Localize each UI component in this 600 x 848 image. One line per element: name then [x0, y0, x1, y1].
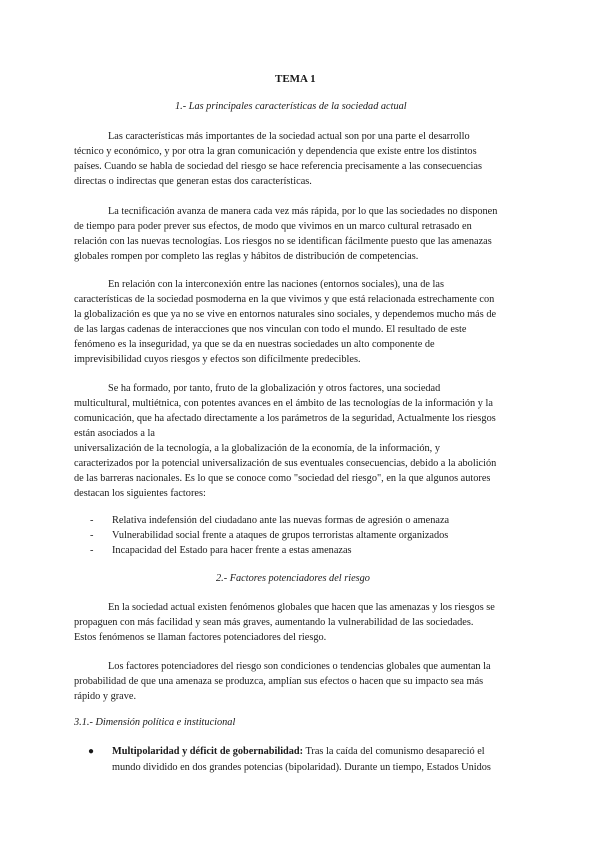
bullet-item-line	[112, 745, 485, 759]
list-marker: -	[90, 545, 94, 556]
paragraph-4-line: caracterizados por la potencial universalización de sus eventuales consecuencias, debido a la abolición	[74, 458, 497, 469]
paragraph-4-line: multicultural, multiétnica, con potentes avances en el ámbito de las tecnologías de la información y la	[74, 398, 493, 409]
list-item: Vulnerabilidad social frente a ataques de grupos terroristas altamente organizados	[112, 530, 449, 541]
paragraph-1-line: países. Cuando se habla de sociedad del riesgo se hace referencia precisamente a las consecuencias	[74, 161, 482, 172]
bullet-item-text: Tras la caída del comunismo desapareció el	[303, 746, 485, 757]
paragraph-5-line: propaguen con más facilidad y sean más graves, aumentando la vulnerabilidad de las sociedades.	[74, 617, 474, 628]
section-heading-3: 3.1.- Dimensión política e institucional	[74, 717, 236, 728]
paragraph-4-line: Se ha formado, por tanto, fruto de la globalización y otros factores, una sociedad	[108, 383, 441, 394]
list-item: Incapacidad del Estado para hacer frente a estas amenazas	[112, 545, 352, 556]
paragraph-4-line: están asociados a la	[74, 428, 155, 439]
paragraph-6-line: rápido y grave.	[74, 691, 137, 702]
paragraph-1-line: técnico y económico, y por otra la gran comunicación y dependencia que existe entre los distintos	[74, 146, 477, 157]
page-title: TEMA 1	[275, 73, 316, 85]
paragraph-5-line: En la sociedad actual existen fenómenos globales que hacen que las amenazas y los riesgos se	[108, 602, 495, 613]
paragraph-4-line: de las barreras nacionales. Es lo que se conoce como "sociedad del riesgo", en la que algunos autores	[74, 473, 491, 484]
paragraph-1-line: directas o indirectas que generan estas dos características.	[74, 176, 312, 187]
paragraph-4-line: destacan los siguientes factores:	[74, 488, 206, 499]
bullet-item-term: Multipolaridad y déficit de gobernabilidad:	[112, 746, 304, 757]
paragraph-4-line: universalización de la tecnología, a la globalización de la economía, de la información, y	[74, 443, 440, 454]
paragraph-5-line: Estos fenómenos se llaman factores potenciadores del riesgo.	[74, 632, 327, 643]
list-item: Relativa indefensión del ciudadano ante las nuevas formas de agresión o amenaza	[112, 515, 450, 526]
paragraph-6-line: probabilidad de que una amenaza se produzca, amplían sus efectos o hacen que su impacto sea más	[74, 676, 484, 687]
paragraph-3-line: fenómeno es la inseguridad, ya que se da en nuestras sociedades un alto componente de	[74, 339, 435, 350]
paragraph-3-line: imprevisibilidad cuyos riesgos y efectos son difícilmente predecibles.	[74, 354, 361, 365]
paragraph-2-line: relación con las nuevas tecnologías. Los riesgos no se identifican fácilmente puesto que las amenazas	[74, 236, 492, 247]
paragraph-3-line: de las largas cadenas de interacciones que nos vinculan con todo el mundo. El resultado de este	[74, 324, 467, 335]
paragraph-3-line: la globalización es que ya no se vive en entornos naturales sino sociales, y dependemos mucho más de	[74, 309, 497, 320]
bullet-item-line: mundo dividido en dos grandes potencias (bipolaridad). Durante un tiempo, Estados Unidos	[112, 762, 491, 773]
paragraph-3-line: En relación con la interconexión entre las naciones (entornos sociales), una de las	[108, 279, 444, 290]
paragraph-6-line: Los factores potenciadores del riesgo son condiciones o tendencias globales que aumentan la	[108, 661, 491, 672]
paragraph-4-line: comunicación, que ha afectado directamente a los parámetros de la seguridad, Actualmente los riesgos	[74, 413, 496, 424]
list-marker: -	[90, 530, 94, 541]
paragraph-2-line: globales rompen por completo las reglas y hábitos de distribución de competencias.	[74, 251, 419, 262]
paragraph-1-line: Las características más importantes de la sociedad actual son por una parte el desarrollo	[108, 131, 470, 142]
bullet-marker: ●	[88, 746, 95, 757]
paragraph-2-line: de tiempo para poder prever sus efectos, de modo que vivimos en un marco cultural retrasado en	[74, 221, 472, 232]
paragraph-3-line: características de la sociedad posmoderna en la que vivimos y que está relacionada estrechamente con	[74, 294, 495, 305]
section-heading-1: 1.- Las principales características de la sociedad actual	[175, 101, 407, 112]
paragraph-2-line: La tecnificación avanza de manera cada vez más rápida, por lo que las sociedades no disponen	[108, 206, 498, 217]
section-heading-2: 2.- Factores potenciadores del riesgo	[216, 573, 370, 584]
list-marker: -	[90, 515, 94, 526]
